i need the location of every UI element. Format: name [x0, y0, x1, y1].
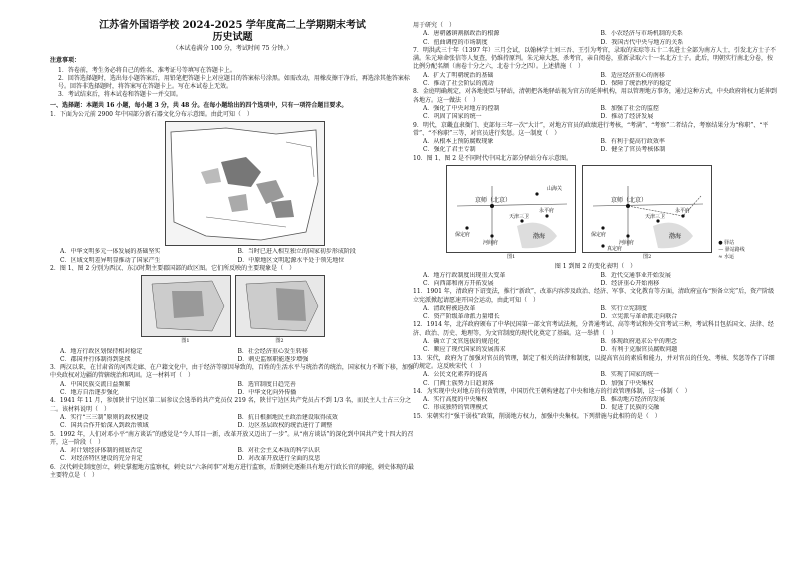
q4-option-b[interactable]: B．抗日根据地民主政治建设取得成效 [237, 413, 338, 421]
q13-option-c[interactable]: C．门阀士族势力日趋衰落 [423, 379, 494, 387]
exam-subtitle: 历史试题 [212, 32, 253, 43]
map-city-label: 永平府 [539, 208, 555, 215]
map-sea-label: 渤海 [533, 233, 546, 241]
relay-station-map-2 [582, 165, 712, 253]
q3-option-b[interactable]: B．选官制度日趋完善 [237, 380, 296, 388]
q5-option-d[interactable]: D．对改革开放进行全面的反思 [237, 455, 321, 463]
map-city-label: 京师（北京） [475, 197, 512, 205]
map-city-label: 保定府 [591, 232, 607, 239]
q2-option-a[interactable]: A．地方行政区划保持相对稳定 [60, 347, 143, 355]
map-legend: ● 驿站 — 驿站路线 ≈ 水运 [718, 240, 745, 261]
map-city-label: 保定府 [455, 232, 471, 239]
q7-option-c[interactable]: C．推动了社会阶层的流动 [423, 80, 494, 88]
question-15-stem: 15．宋朝实行“强干弱枝”政策，削弱地方权力，加强中央集权。下列措施与此相符的是（ ） [413, 412, 661, 420]
q11-option-d[interactable]: D．立宪派与革命派走向联合 [600, 313, 678, 321]
question-9-stem: 9．明代，京畿直隶衙门、吏部每三年一次“大计”，对地方官员的政绩进行考核，“考满”、“考察”二者结合，考察结果分为“称职”、“平常”、“不称职”三等，对官员进行奖惩。这一制度（ ） [413, 121, 769, 137]
question-continued-stem: 用于研究（ ） [413, 22, 456, 29]
q2-option-c[interactable]: C．郡国并行体制得到延续 [60, 355, 131, 363]
q12-option-d[interactable]: D．有利于克服官员腐败问题 [600, 346, 678, 354]
legend-item: 驿站路线 [724, 247, 745, 254]
q13-option-d[interactable]: D．加强了中央集权 [600, 379, 654, 387]
q1-option-c[interactable]: C．区域文明差异明显推动了国家产生 [60, 256, 161, 264]
q3-option-d[interactable]: D．中华文化向外传播 [237, 389, 297, 397]
map-city-label: 天津三卫 [509, 214, 530, 221]
qr1-option-a[interactable]: A．唐朝藩镇割据政治的根源 [423, 30, 500, 38]
q14-option-d[interactable]: D．促进了民族的交融 [600, 404, 660, 412]
q1-option-a[interactable]: A．中华文明多元一体发展的基础坚实 [60, 248, 161, 256]
q11-option-c[interactable]: C．资产阶级革命派力量增长 [423, 313, 500, 321]
question-8-stem: 8．金庭明确规定，对各地使臣与驿站，清朝把各地驿站视为官方的延伸机构，用以管理地方事务，通过这种方式，中央政府将权力延伸到各地方。这一做法（ ） [413, 88, 777, 104]
map-sea-label: 渤海 [669, 233, 682, 241]
map-city-label: 京师（北京） [611, 197, 648, 205]
q9-option-b[interactable]: B．有利于提高行政效率 [600, 138, 665, 146]
figure-label: 图2 [643, 254, 652, 261]
q11-option-a[interactable]: A．清政府被迫改革 [423, 304, 476, 312]
q14-option-a[interactable]: A．实行高度的中央集权 [423, 396, 488, 404]
q1-option-d[interactable]: D．中原地区文明起源水平处于领先地位 [237, 256, 345, 264]
q10-option-d[interactable]: D．经济重心开始南移 [600, 279, 660, 287]
figure-label: 图1 [181, 338, 190, 345]
q14-option-b[interactable]: B．推动地方经济的发展 [600, 396, 665, 404]
q11-option-b[interactable]: B．实行立宪制度 [600, 304, 647, 312]
right-column [413, 22, 778, 421]
q12-option-b[interactable]: B．体现政府追求公平的理念 [600, 338, 677, 346]
q4-option-d[interactable]: D．边区基层政权的统治进行了调整 [237, 422, 333, 430]
map-city-label: 永平府 [675, 208, 691, 215]
figure-label: 图2 [275, 338, 284, 345]
map-city-label: 真定府 [607, 246, 623, 253]
legend-item: 水运 [723, 254, 734, 261]
q4-option-c[interactable]: C．国共合作开始深入到政治领域 [60, 422, 149, 430]
q9-option-c[interactable]: C．强化了君主专制 [423, 146, 476, 154]
q13-option-a[interactable]: A．公民文化素养的提高 [423, 371, 488, 379]
q10-caption: 图 1 到图 2 的变化表明（ ） [554, 263, 637, 271]
q10-option-c[interactable]: C．向西部和南方开拓发展 [423, 279, 494, 287]
q12-option-c[interactable]: C．顺应了现代国家的发展需求 [423, 346, 506, 354]
section-heading: 一、选择题：本题共 16 小题，每小题 3 分，共 48 分。在每小题给出的四个选项中，只有一项符合题目要求。 [50, 101, 348, 109]
q8-option-b[interactable]: B．加强了社会的监控 [600, 104, 659, 112]
q7-option-d[interactable]: D．保障了统治秩序的稳定 [600, 80, 672, 88]
notes-heading: 注意事项： [50, 57, 81, 65]
map-city-label: 河间府 [619, 240, 635, 247]
q8-option-a[interactable]: A．强化了中央对地方的控制 [423, 104, 500, 112]
q7-option-a[interactable]: A．扩大了明朝统治的基础 [423, 71, 494, 79]
left-column [50, 20, 415, 480]
question-11-stem: 11．1901 年，清政府下诏变法，推行“新政”，改革内容涉及政治、经济、军事、文化教育等方面，清政府宣布“预备立宪”后，资产阶级立宪派掀起请愿速开国会运动，由此可知（ ） [413, 288, 775, 304]
qr1-option-d[interactable]: D．我国古代中央与地方的关系 [600, 38, 684, 46]
q13-option-b[interactable]: B．实现了国家的统一 [600, 371, 659, 379]
q12-option-a[interactable]: A．确立了文官选拔的规范化 [423, 338, 500, 346]
question-6-stem: 6．汉代刺史制度创立，刺史掌握地方监察权，刺史以“六条问事”对地方进行监察，后期刺史逐渐具有地方行政长官的职能，刺史体现的最主要特点是（ ） [50, 463, 414, 480]
map-city-label: 河间府 [483, 240, 499, 247]
q9-option-a[interactable]: A．从根本上预防腐败现象 [423, 138, 494, 146]
question-3-stem: 3．两汉以来，在甘肃省的河西走廊、在户籍文化中，由于经济等原因导致的，百姓的生活水平与统治者的统治，国家权力不断下移，加强中央政权对边疆的管辖统治和巩固。这一材料可（ ） [50, 364, 414, 380]
note-item: 3．考试结束后，将本试卷和答题卡一并交回。 [58, 91, 182, 99]
q4-option-a[interactable]: A．实行“三三制”原则的政权建设 [60, 413, 149, 421]
question-14-stem: 14．为实现中央对地方的有效管理，中国历代王朝构建起了中央和地方的行政管理体制，这一体制（ ） [413, 387, 691, 395]
question-5-stem: 5．1992 年，人们对邓小平“南方谈话”的感觉是“令人耳目一新，改革开放又迈出了一步”。从“南方谈话”的深化到中国共产党十四大的召开，这一阶段（ ） [50, 430, 414, 446]
q5-option-a[interactable]: A．对计划经济体制的彻底否定 [60, 447, 143, 455]
exam-title: 江苏省外国语学校 2024-2025 学年度高二上学期期末考试 [99, 20, 366, 31]
q7-option-b[interactable]: B．适应经济重心的南移 [600, 71, 665, 79]
qr1-option-c[interactable]: C．扭曲调控的市场制度 [423, 38, 488, 46]
q5-option-c[interactable]: C．对经济特区建设的充分肯定 [60, 455, 143, 463]
question-13-stem: 13．宋代，政府为了加强对官员的管理，制定了相关的法律和制度，以提高官员的素质和能力，并对官员的任免、考核、奖惩等作了详细的规定。这反映宋代（ ） [413, 354, 775, 370]
question-1-stem: 1．下面为公元前 2900 年中国部分新石器文化分布示意图。由此可知（ ） [50, 111, 253, 119]
note-item: 1．答卷前，考生务必将自己的姓名、准考证号等填写在答题卡上。 [58, 66, 236, 74]
question-4-stem: 4．1941 年 11 月，参加陕甘宁边区第二届参议会选举的共产党员仅 219 名，陕甘宁边区共产党员占不到 1/3 名，而民主人士占三分之二。该材料说明（ ） [50, 397, 412, 413]
han-map-1 [141, 275, 231, 337]
note-item: 2．回答选择题时，选出每小题答案后，用铅笔把答题卡上对应题目的答案标号涂黑。如需改动，用橡皮擦干净后，再选涂其他答案标号。回答非选择题时，将答案写在答题卡上。写在本试卷上无效。 [58, 74, 410, 91]
legend-item: 驿站 [724, 240, 735, 247]
map-city-label: 天津三卫 [645, 214, 666, 221]
q2-option-b[interactable]: B．社会经济重心发生转移 [237, 347, 308, 355]
figure-label: 图1 [507, 254, 516, 261]
exam-info: （本试卷满分 100 分，考试时间 75 分钟。） [172, 45, 293, 52]
qr1-option-b[interactable]: B．小农经济与市场机制的关系 [600, 30, 683, 38]
q5-option-b[interactable]: B．对社会主义本质的科学认识 [237, 447, 320, 455]
q8-option-c[interactable]: C．巩固了国家的统一 [423, 113, 482, 121]
q2-option-d[interactable]: D．刺史监察职能逐步增强 [237, 355, 309, 363]
question-10-stem: 10．图 1、图 2 是不同时代中国北方部分驿站分布示意图。 [413, 154, 572, 162]
neolithic-culture-map [165, 121, 325, 246]
question-7-stem: 7．明洪武三十年（1397 年）三月会试，以翰林学士刘三吾、王引为考官，录取的宋琮等五十二名进士全部为南方人士，引发北方士子不满。朱元璋命张信等人复查，仍维持原判。朱元璋大怒，杀考官，亲自阅卷，重新录取六十一名北方士子。此后，明朝实行南北分卷，按比例分配名额（南卷十分之六，北卷十分之四）。上述措施（ ） [413, 46, 776, 71]
han-map-2 [235, 275, 325, 337]
q10-option-a[interactable]: A．地方行政制度出现重大变革 [423, 271, 506, 279]
q10-option-b[interactable]: B．近代交通事业开始发展 [600, 271, 671, 279]
question-2-stem: 2．图 1、图 2 分别为西汉、东汉时期主要郡国部的政区图。它们所反映的主要现象是（ ） [50, 264, 296, 272]
map-city-label: 山海关 [547, 186, 563, 193]
q3-option-a[interactable]: A．中国民族交流日益频繁 [60, 380, 131, 388]
q8-option-d[interactable]: D．推动了经济发展 [600, 113, 654, 121]
q1-option-b[interactable]: B．当时已进入相互独立的国家初步形成阶段 [237, 248, 356, 256]
question-12-stem: 12．1914 年，北洋政府颁布了中华民国第一部文官考试法规，分普通考试、高等考试和外交官考试三种，考试科目包括国文、法律、经济、政治、历史、地理等，为文官制度的现代化奠定了基础。这一举措（ ） [413, 321, 774, 337]
q3-option-c[interactable]: C．地方自治逐步强化 [60, 389, 119, 397]
q9-option-d[interactable]: D．健全了官员考核体制 [600, 146, 666, 154]
relay-station-map-1 [446, 165, 576, 253]
q14-option-c[interactable]: C．形成独特的管理模式 [423, 404, 488, 412]
